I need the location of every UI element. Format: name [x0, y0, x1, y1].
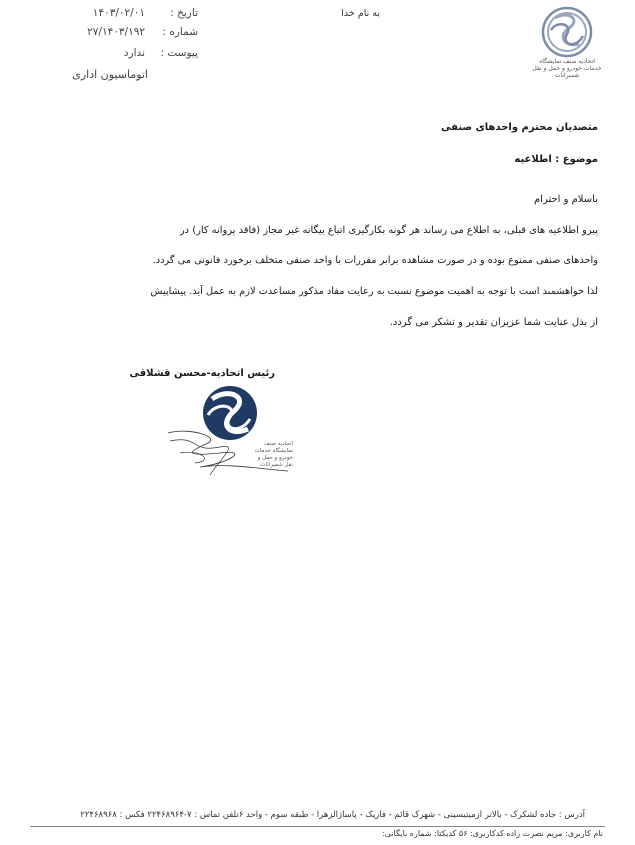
- number-value: ۲۷/۱۴۰۳/۱۹۲: [87, 26, 145, 38]
- organization-logo: [532, 6, 614, 86]
- logo-caption: اتحادیه صنف نمایشگاه خدمات خودرو و حمل و نقل شمیرانات: [532, 58, 602, 79]
- recipient: متصدیان محترم واحدهای صنفی: [441, 122, 598, 133]
- stamp-knot-icon: [160, 383, 295, 493]
- footer-address: آدرس : جاده لشکرک - بالاتر ازمیتیسینی - شهرک قائم - فازیک - پاساژالزهرا - طبقه سوم - واحد ۶تلفن تماس : ۷-۲۲۴۶۸۹۶۴ فکس : ۲۲۴۶۸۹۶۸: [80, 810, 585, 820]
- basmala: به نام خدا: [341, 8, 380, 19]
- body-line: پیرو اطلاعیه های قبلی، به اطلاع می رساند هر گونه بکارگیری اتباع بیگانه غیر مجاز (فاقد پروانه کار) در: [179, 225, 598, 236]
- footer-divider: [30, 826, 605, 827]
- body-line: از بذل عنایت شما عزیزان تقدیر و تشکر می گردد.: [389, 317, 598, 328]
- automation-label: اتوماسیون اداری: [72, 68, 148, 81]
- date-label: تاریخ :: [170, 7, 198, 19]
- date-value: ۱۴۰۳/۰۲/۰۱: [92, 7, 145, 19]
- attachment-label: پیوست :: [160, 47, 198, 59]
- signature-stamp: [160, 383, 295, 493]
- body-line: لذا خواهشمند است با توجه به اهمیت موضوع نسبت به رعایت مفاد مذکور مساعدت لازم به عمل آید. پیشاپیش: [150, 286, 598, 297]
- attachment-value: ندارد: [123, 47, 145, 59]
- greeting: باسلام و احترام: [533, 194, 598, 205]
- number-label: شماره :: [162, 26, 198, 38]
- logo-knot-icon: [539, 6, 595, 58]
- signature-title: رئیس اتحادیه-محسن قشلاقی: [129, 368, 275, 379]
- body-line: واحدهای صنفی ممنوع بوده و در صورت مشاهده برابر مقررات با واحد صنفی متخلف برخورد قانونی می گردد.: [152, 255, 598, 266]
- subject: موضوع : اطلاعیه: [514, 154, 598, 165]
- stamp-caption: اتحادیه صنف نمایشگاه خدمات خودرو و حمل و نقل شمیرانات: [254, 441, 293, 468]
- footer-user-info: نام کاربری: مریم نصرت زاده کدکاربری: ۵۶ کدیکتا: شماره بایگانی:: [381, 829, 603, 838]
